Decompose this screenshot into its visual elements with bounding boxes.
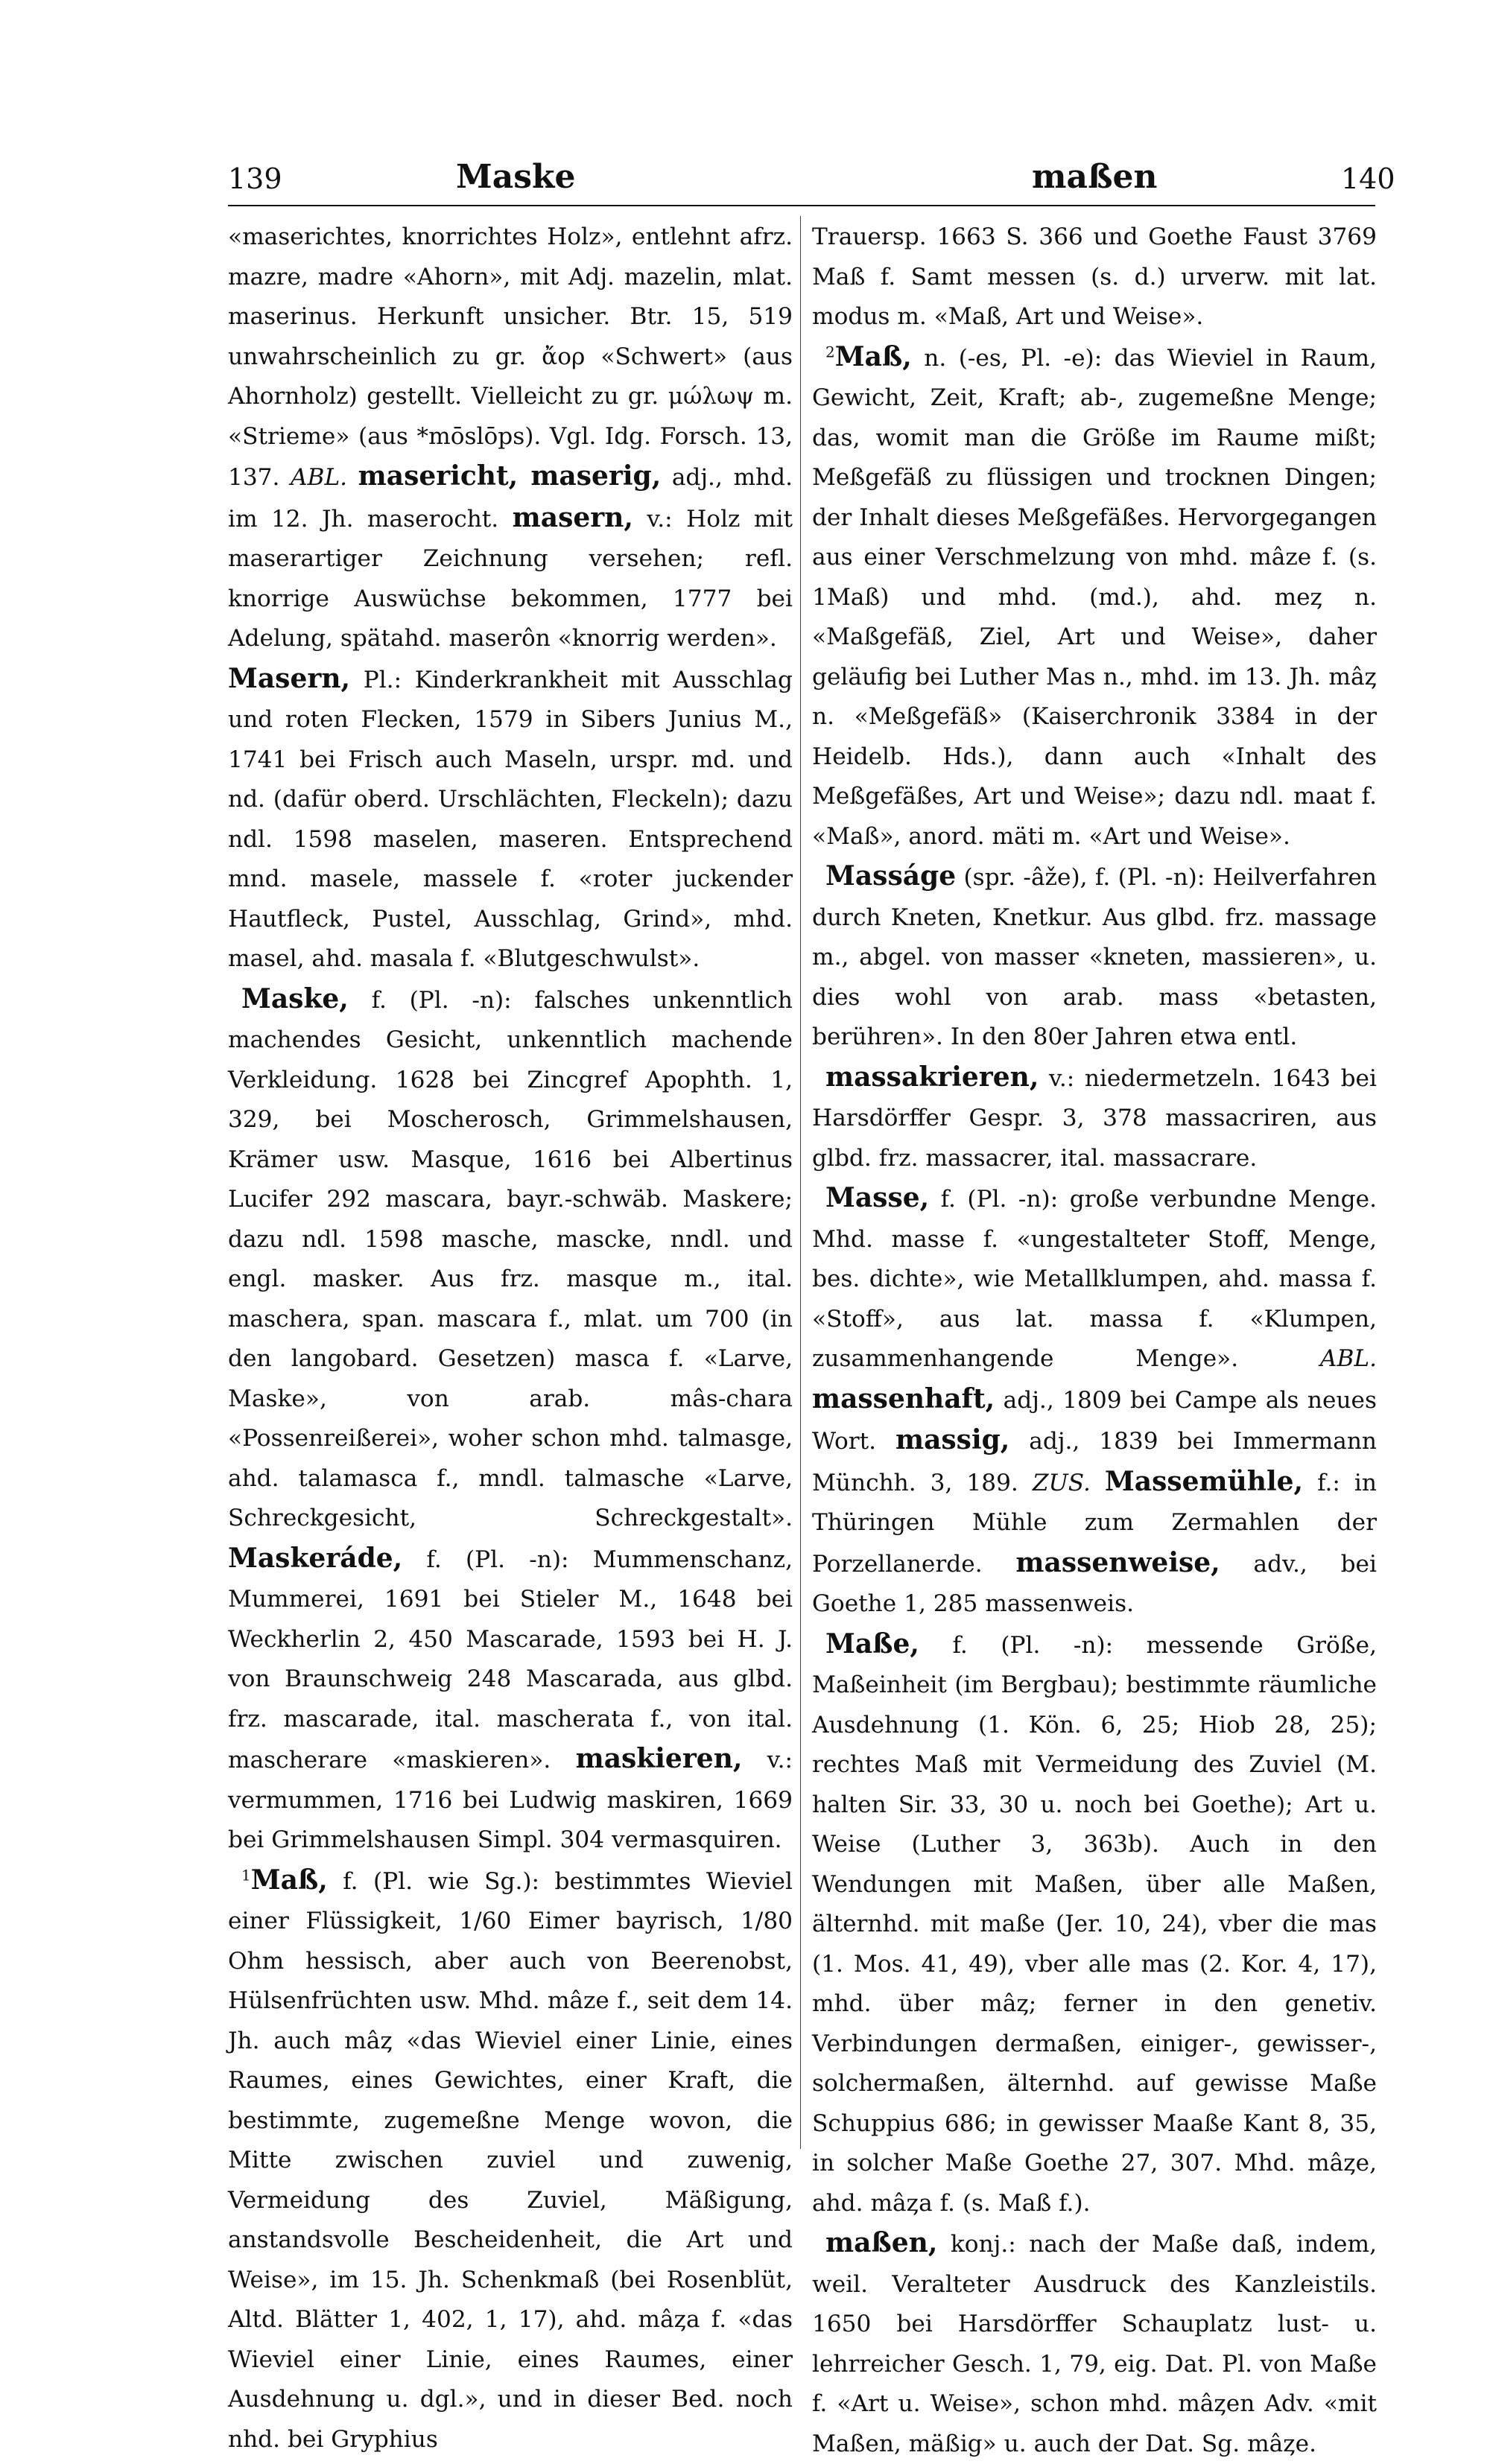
entry-masse-f: Maße, f. (Pl. -n): messende Größe, Maßeinheit (im Bergbau); bestimmte räumliche Ausdehnung (1. Kön. 6, 25; Hiob 28, 25); rechtes Maß mit Vermeidung des Zuviel (M. halten Sir. 33, 30 u. noch bei Goethe); Art u. Weise (Luther 3, 363b). Auch in den Wendungen mit Maßen, über alle Maßen, älternhd. mit maße (Jer. 10, 24), vber die mas (1. Mos. 41, 49), vber alle mas (2. Kor. 4, 17), mhd. über mâȥ; ferner in den genetiv. Verbindungen dermaßen, einiger-, gewisser-, solchermaßen, älternhd. auf gewisse Maße Schuppius 686; in gewisser Maaße Kant 8, 35, in solcher Maße Goethe 27, 307. Mhd. mâȥe, ahd. mâȥa f. (s. Maß f.). (812, 1628, 1377, 2217)
entry-masse: Masse, f. (Pl. -n): große verbundne Menge. Mhd. masse f. «ungestalteter Stoff, Menge, bes. dichte», wie Metallklumpen, ahd. massa f. «Stoff», aus lat. massa f. «Klumpen, zusammenhangende Menge». ABL. massenhaft, adj., 1809 bei Campe als neues Wort. massig, adj., 1839 bei Immermann Münchh. 3, 189. ZUS. Massemühle, f.: in Thüringen Mühle zum Zermahlen der Porzellanerde. massenweise, adv., bei Goethe 1, 285 massenweis. (812, 1182, 1377, 1617)
entry-mass-2: $^2$Maß, n. (-es, Pl. -e): das Wieviel in Raum, Gewicht, Zeit, Kraft; ab-, zugemeßne Menge; das, womit man die Größe im Raume mißt; Meßgefäß zu flüssigen und trocknen Dingen; der Inhalt dieses Meßgefäßes. Hervorgegangen aus einer Verschmelzung von mhd. mâze f. (s. 1Maß) und mhd. (md.), ahd. meȥ n. «Maßgefäß, Ziel, Art und Weise», daher geläufig bei Luther Mas n., mhd. im 13. Jh. mâȥ n. «Meßgefäß» (Kaiserchronik 3384 in der Heidelb. Hds.), dann auch «Inhalt des Meßgefäßes, Art und Weise»; dazu ndl. maat f. «Maß», anord. mäti m. «Art und Weise». (812, 340, 1377, 850)
headword-massig: massig, (895, 1424, 1010, 1455)
headword-maske: Maske, (241, 982, 349, 1015)
headword-massakrieren: massakrieren, (825, 1061, 1039, 1093)
column-divider (800, 216, 801, 2149)
headword-maskerade: Maskeráde, (228, 1542, 403, 1574)
headword-massage: Masságe (825, 860, 957, 892)
headword-masericht: masericht, maserig, (358, 460, 662, 492)
headword-masse-f: Maße, (825, 1628, 919, 1660)
running-headword-left: Maske (456, 158, 576, 196)
right-column (812, 217, 1377, 2464)
headword-masse: Masse, (825, 1182, 930, 1213)
entry-maske: Maske, f. (Pl. -n): falsches unkenntlich machendes Gesicht, unkenntlich machende Verkleidung. 1628 bei Zincgref Apophth. 1, 329, bei Moscherosch, Grimmelshausen, Krämer usw. Masque, 1616 bei Albertinus Lucifer 292 mascara, bayr.-schwäb. Maskere; dazu ndl. 1598 masche, mascke, nndl. und engl. masker. Aus frz. masque m., ital. maschera, span. mascara f., mlat. um 700 (in den langobard. Gesetzen) masca f. «Larve, Maske», von arab. mâs-chara «Possenreißerei», woher schon mhd. talmasge, ahd. talamasca f., mndl. talmasche «Larve, Schreckgesicht, Schreckgestalt». Maskeráde, f. (Pl. -n): Mummenschanz, Mummerei, 1691 bei Stieler M., 1648 bei Weckherlin 2, 450 Mascarade, 1593 bei H. J. von Braunschweig 248 Mascarada, aus glbd. frz. mascarade, ital. mascherata f., von ital. mascherare «maskieren». maskieren, v.: vermummen, 1716 bei Ludwig maskiren, 1669 bei Grimmelshausen Simpl. 304 vermasquiren. (228, 982, 793, 1853)
header-rule (228, 205, 1375, 206)
headword-massen: maßen, (825, 2227, 938, 2258)
headword-massemuehle: Massemühle, (1104, 1465, 1304, 1497)
headword-mass-n: Maß, (834, 340, 912, 372)
headword-masern: Masern, (228, 662, 351, 694)
headword-mass-f: Maß, (250, 1864, 328, 1896)
running-header (0, 158, 1490, 203)
entry-maser-continuation: «maserichtes, knorrichtes Holz», entlehnt afrz. mazre, madre «Ahorn», mit Adj. mazelin, mlat. maserinus. Herkunft unsicher. Btr. 15, 519 unwahrscheinlich zu gr. ἄορ «Schwert» (aus Ahornholz) gestellt. Vielleicht zu gr. μώλωψ m. «Strieme» (aus *mōslōps). Vgl. Idg. Forsch. 13, 137. ABL. masericht, maserig, adj., mhd. im 12. Jh. maserocht. masern, v.: Holz mit maserartiger Zeichnung versehen; refl. knorrige Auswüchse bekommen, 1777 bei Adelung, spätahd. maserôn «knorrig werden». (228, 223, 793, 652)
page-number-right: 140 (1341, 162, 1395, 195)
entry-massen: maßen, konj.: nach der Maße daß, indem, weil. Veralteter Ausdruck des Kanzleistils. 1650 bei Harsdörffer Schauplatz lust- u. lehrreicher Gesch. 1, 79, eig. Dat. Pl. von Maße f. «Art u. Weise», schon mhd. mâȥen Adv. «mit Maßen, mäßig» u. auch der Dat. Sg. mâȥe. (812, 2227, 1377, 2457)
page-number-left: 139 (228, 162, 282, 195)
headword-massenhaft: massenhaft, (812, 1382, 995, 1414)
left-column (228, 217, 793, 2460)
entry-masern: Masern, Pl.: Kinderkrankheit mit Ausschlag und roten Flecken, 1579 in Sibers Junius M., 1741 bei Frisch auch Maseln, urspr. md. und nd. (dafür oberd. Urschlächten, Fleckeln); dazu ndl. 1598 maselen, maseren. Entsprechend mnd. masele, massele f. «roter juckender Hautfleck, Pustel, Ausschlag, Grind», mhd. masel, ahd. masala f. «Blutgeschwulst». (228, 662, 793, 972)
entry-massage: Masságe (spr. -âže), f. (Pl. -n): Heilverfahren durch Kneten, Knetkur. Aus glbd. frz. massage m., abgel. von masser «kneten, massieren», u. dies wohl von arab. mass «betasten, berühren». In den 80er Jahren etwa entl. (812, 860, 1377, 1050)
headword-masern-verb: masern, (512, 501, 633, 533)
entry-mass-1-continuation: Trauersp. 1663 S. 366 und Goethe Faust 3769 Maß f. Samt messen (s. d.) urverw. mit lat. modus m. «Maß, Art und Weise». (812, 223, 1377, 330)
entry-mass-1: $^1$Maß, f. (Pl. wie Sg.): bestimmtes Wieviel einer Flüssigkeit, 1/60 Eimer bayrisch, 1/80 Ohm hessisch, aber auch von Beerenobst, Hülsenfrüchten usw. Mhd. mâze f., seit dem 14. Jh. auch mâȥ «das Wieviel einer Linie, eines Raumes, eines Gewichtes, einer Kraft, die bestimmte, zugemeßne Menge wovon, die Mitte zwischen zuviel und zuwenig, Vermeidung des Zuviel, Mäßigung, anstandsvolle Bescheidenheit, die Art und Weise», im 15. Jh. Schenkmaß (bei Rosenblüt, Altd. Blätter 1, 402, 1, 17), ahd. mâȥa f. «das Wieviel einer Linie, eines Raumes, einer Ausdehnung u. dgl.», und in dieser Bed. noch nhd. bei Gryphius (228, 1864, 793, 2453)
headword-massenweise: massenweise, (1015, 1546, 1220, 1578)
running-headword-right: maßen (1032, 158, 1158, 196)
headword-maskieren: maskieren, (575, 1743, 743, 1774)
entry-massakrieren: massakrieren, v.: niedermetzeln. 1643 bei Harsdörffer Gespr. 3, 378 massacriren, aus glbd. frz. massacrer, ital. massacrare. (812, 1061, 1377, 1172)
